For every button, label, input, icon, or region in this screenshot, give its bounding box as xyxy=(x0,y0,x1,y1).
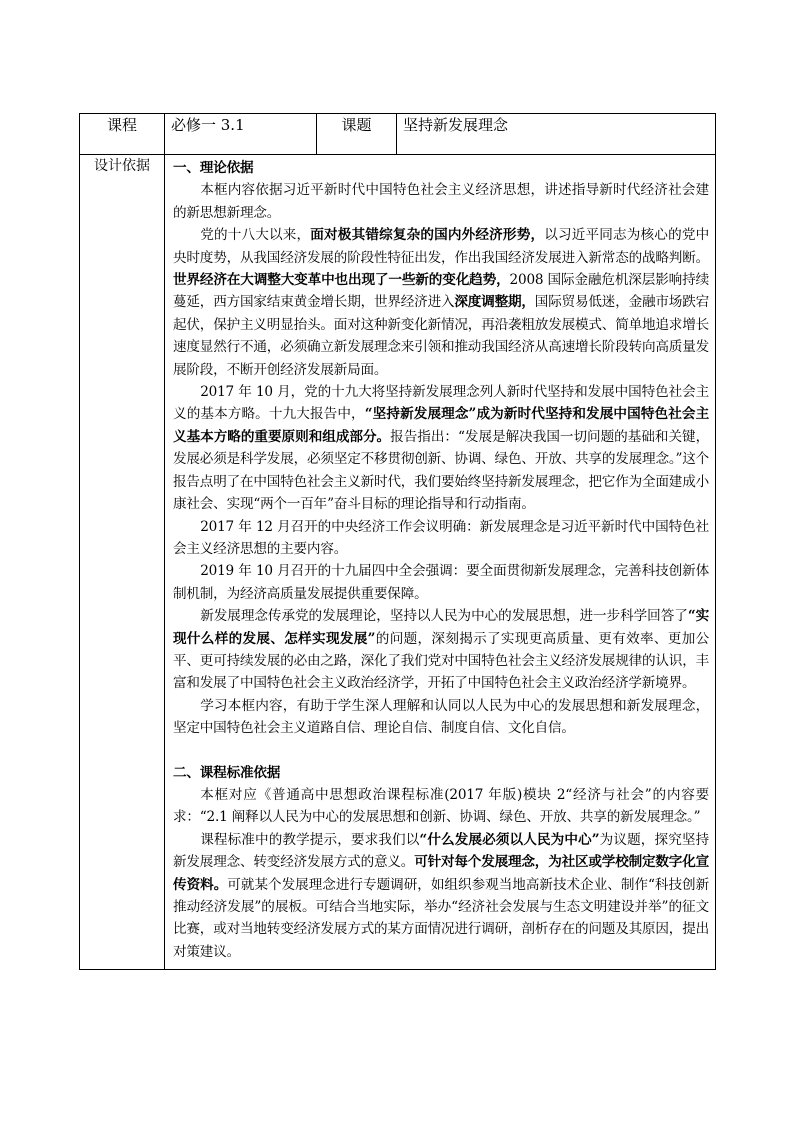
text-run: 的问题，深刻揭示了实现更高质量、更有效率、更加公平、更可持续发展的必由之路，深化了我们党对中国特色社会主义经济发展规律的认识，丰富和发展了中国特色社会主义政治经济学，开拓了中国特色社会主义政治经济学新境界。 xyxy=(173,630,709,692)
text-run: 以习近平同志为核心的党中央时度势，从我国经济发展的阶段性特征出发，作出我国经济发展进入新常态的战略判断。 xyxy=(173,227,709,266)
section2-heading: 二、课程标准依据 xyxy=(173,764,281,781)
section1-paragraph-7: 学习本框内容，有助于学生深人理解和认同以人民为中心的发展思想和新发展理念，坚定中国特色社会主义道路自信、理论自信、制度自信、文化自信。 xyxy=(173,697,709,737)
section1-paragraph-4: 2017 年 12 月召开的中央经济工作会议明确：新发展理念是习近平新时代中国特色社会主义经济思想的主要内容。 xyxy=(173,518,709,557)
text-run: 国际贸易低迷，金融市场跌宕起伏，保护主义明显抬头。面对这种新变化新情况，再沿袭粗放发展模式、简单地追求增长速度显然行不通，必须确立新发展理念来引领和推动我国经济从高速增长阶段转向高质量发展阶段，不断开创经济发展新局面。 xyxy=(173,294,709,378)
bold-run: 世界经济在大调整大变革中也出现了一些新的变化趋势， xyxy=(173,272,510,289)
bold-run: 深度调整期， xyxy=(454,294,535,311)
paragraph-spacer xyxy=(173,740,709,762)
topic-label: 课题 xyxy=(317,114,397,155)
text-run: 课程标准中的教学提示，要求我们以 xyxy=(200,831,420,848)
section2-paragraph-1: 本框对应《普通高中思想政治课程标准(2017 年版)模块 2“经济与社会”的内容要求：“2.1 阐释以人民为中心的发展思想和创新、协调、绿色、开放、共享的新发展理念。” xyxy=(173,786,709,826)
bold-run: “实现什么样的发展、怎样实现发展” xyxy=(173,608,709,647)
section1-paragraph-3 xyxy=(173,381,709,515)
text-run: 为议题，探究坚持新发展理念、转变经济发展方式的意义。 xyxy=(173,831,709,871)
text-run: 报告指出：“发展是解决我国一切问题的基础和关键，发展必须是科学发展，必须坚定不移贯彻创新、协调、绿色、开放、共享的发展理念。”这个报告点明了在中国特色社会主义新时代，我们要始终坚持新发展理念，把它作为全面建成小康社会、实现“两个一百年”奋斗目标的理论指导和行动指南。 xyxy=(173,428,709,513)
bold-run: “坚持新发展理念”成为新时代坚持和发展中国特色社会主义基本方略的重要原则和组成部分。 xyxy=(173,406,709,445)
lesson-design-table xyxy=(79,113,716,970)
section1-paragraph-5: 2019 年 10 月召开的十九届四中全会强调：要全面贯彻新发展理念，完善科技创新体制机制，为经济高质量发展提供重要保障。 xyxy=(173,563,709,602)
section1-paragraph-2 xyxy=(173,224,709,381)
text-run: 可就某个发展理念进行专题调研，如组织参观当地高新技术企业、制作“科技创新推动经济发展”的展板。可结合当地实际，举办“经济社会发展与生态文明建设并举”的征文比赛，或对当地转变经济发展方式的某方面情况进行调研，剖析存在的问题及其原因，提出对策建议。 xyxy=(173,876,710,960)
text-run: 党的十八大以来， xyxy=(200,227,311,244)
bold-run: 可针对每个发展理念，为社区或学校制定数字化宣传资料。 xyxy=(173,854,709,893)
design-basis-label: 设计依据 xyxy=(80,155,165,970)
text-run: 2008 国际金融危机深层影响持续蔓延，西方国家结束黄金增长期，世界经济进入 xyxy=(173,272,710,311)
topic-value: 坚持新发展理念 xyxy=(397,114,716,155)
bold-run: 面对极其错综复杂的国内外经济形势， xyxy=(310,227,545,244)
course-value: 必修一 3.1 xyxy=(165,114,317,155)
design-basis-content xyxy=(165,155,716,970)
section2-paragraph-2 xyxy=(173,829,709,963)
course-label: 课程 xyxy=(80,114,165,155)
text-run: 2017 年 10 月，党的十九大将坚持新发展理念列人新时代坚持和发展中国特色社会主义的基本方略。十九大报告中， xyxy=(173,384,709,423)
section1-heading: 一、理论依据 xyxy=(173,160,254,176)
section1-paragraph-1: 本框内容依据习近平新时代中国特色社会主义经济思想，讲述指导新时代经济社会建的新思想新理念。 xyxy=(173,182,709,221)
section1-paragraph-6 xyxy=(173,605,709,695)
bold-run: “什么发展必须以人民为中心” xyxy=(419,831,600,848)
design-basis-row xyxy=(80,155,716,970)
text-run: 新发展理念传承党的发展理论，坚持以人民为中心的发展思想，进一步科学回答了 xyxy=(200,608,688,625)
header-row xyxy=(80,114,716,155)
